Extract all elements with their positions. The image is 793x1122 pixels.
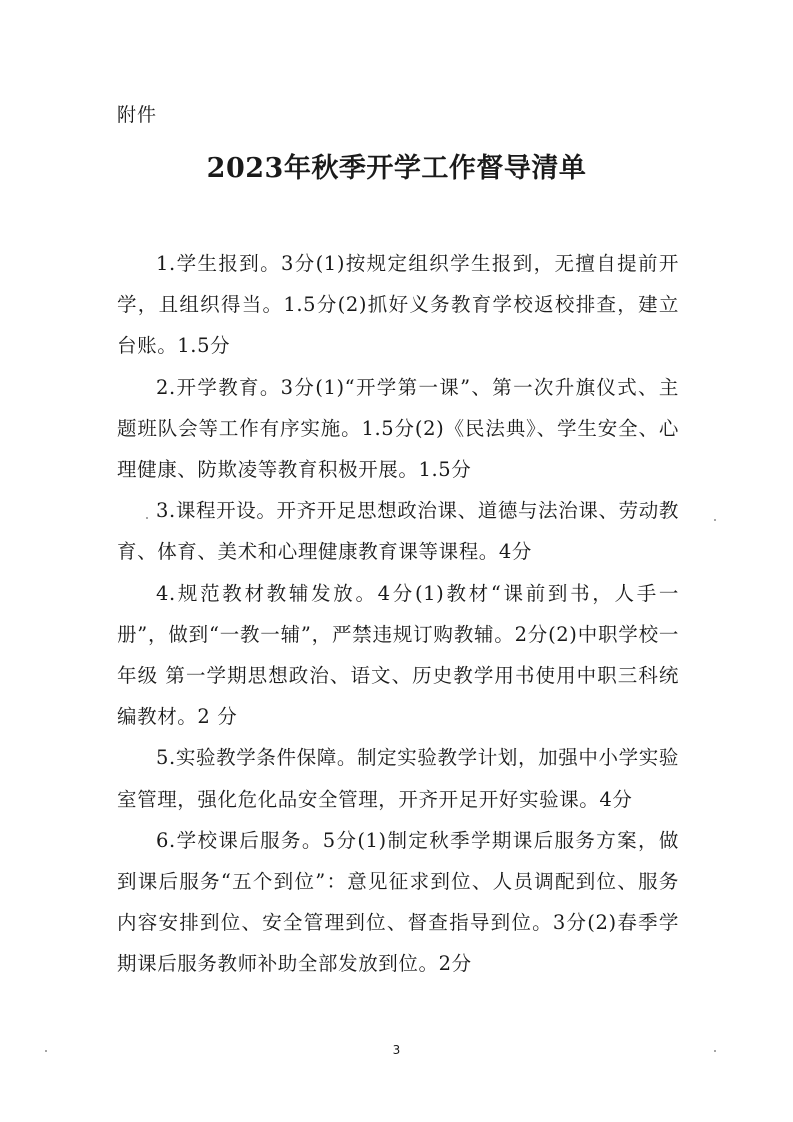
scan-speck — [714, 519, 716, 521]
document-title: 2023年秋季开学工作督导清单 — [206, 153, 587, 184]
attachment-label: 附件 — [117, 104, 158, 126]
scan-speck — [45, 1050, 47, 1052]
checklist-item-opening-education: 2.开学教育。3分(1)“开学第一课”、第一次升旗仪式、主题班队会等工作有序实施。1.5分(2)《民法典》、学生安全、心理健康、防欺凌等教育积极开展。1.5分 — [117, 375, 679, 482]
checklist-item-after-school-service: 6.学校课后服务。5分(1)制定秋季学期课后服务方案，做到课后服务“五个到位”：意见征求到位、人员调配到位、服务内容安排到位、安全管理到位、督查指导到位。3分(2)春季学期课后服务教师补助全部发放到位。2分 — [117, 828, 679, 976]
scan-speck — [714, 1050, 716, 1052]
checklist-body — [117, 243, 679, 985]
checklist-item-curriculum: 3.课程开设。开齐开足思想政治课、道德与法治课、劳动教育、体育、美术和心理健康教育课等课程。4分 — [117, 499, 679, 564]
page-number: 3 — [392, 1043, 401, 1057]
scan-speck — [146, 517, 148, 519]
checklist-item-student-registration: 1.学生报到。3分(1)按规定组织学生报到，无擅自提前开学，且组织得当。1.5分(2)抓好义务教育学校返校排查，建立台账。1.5分 — [117, 252, 679, 358]
checklist-item-lab-teaching: 5.实验教学条件保障。制定实验教学计划，加强中小学实验室管理，强化危化品安全管理，开齐开足开好实验课。4分 — [117, 746, 679, 811]
checklist-item-textbooks: 4.规范教材教辅发放。4分(1)教材“课前到书，人手一册”，做到“一教一辅”，严禁违规订购教辅。2分(2)中职学校一年级 第一学期思想政治、语文、历史教学用书使用中职三科统编教材。2 分 — [117, 581, 679, 729]
